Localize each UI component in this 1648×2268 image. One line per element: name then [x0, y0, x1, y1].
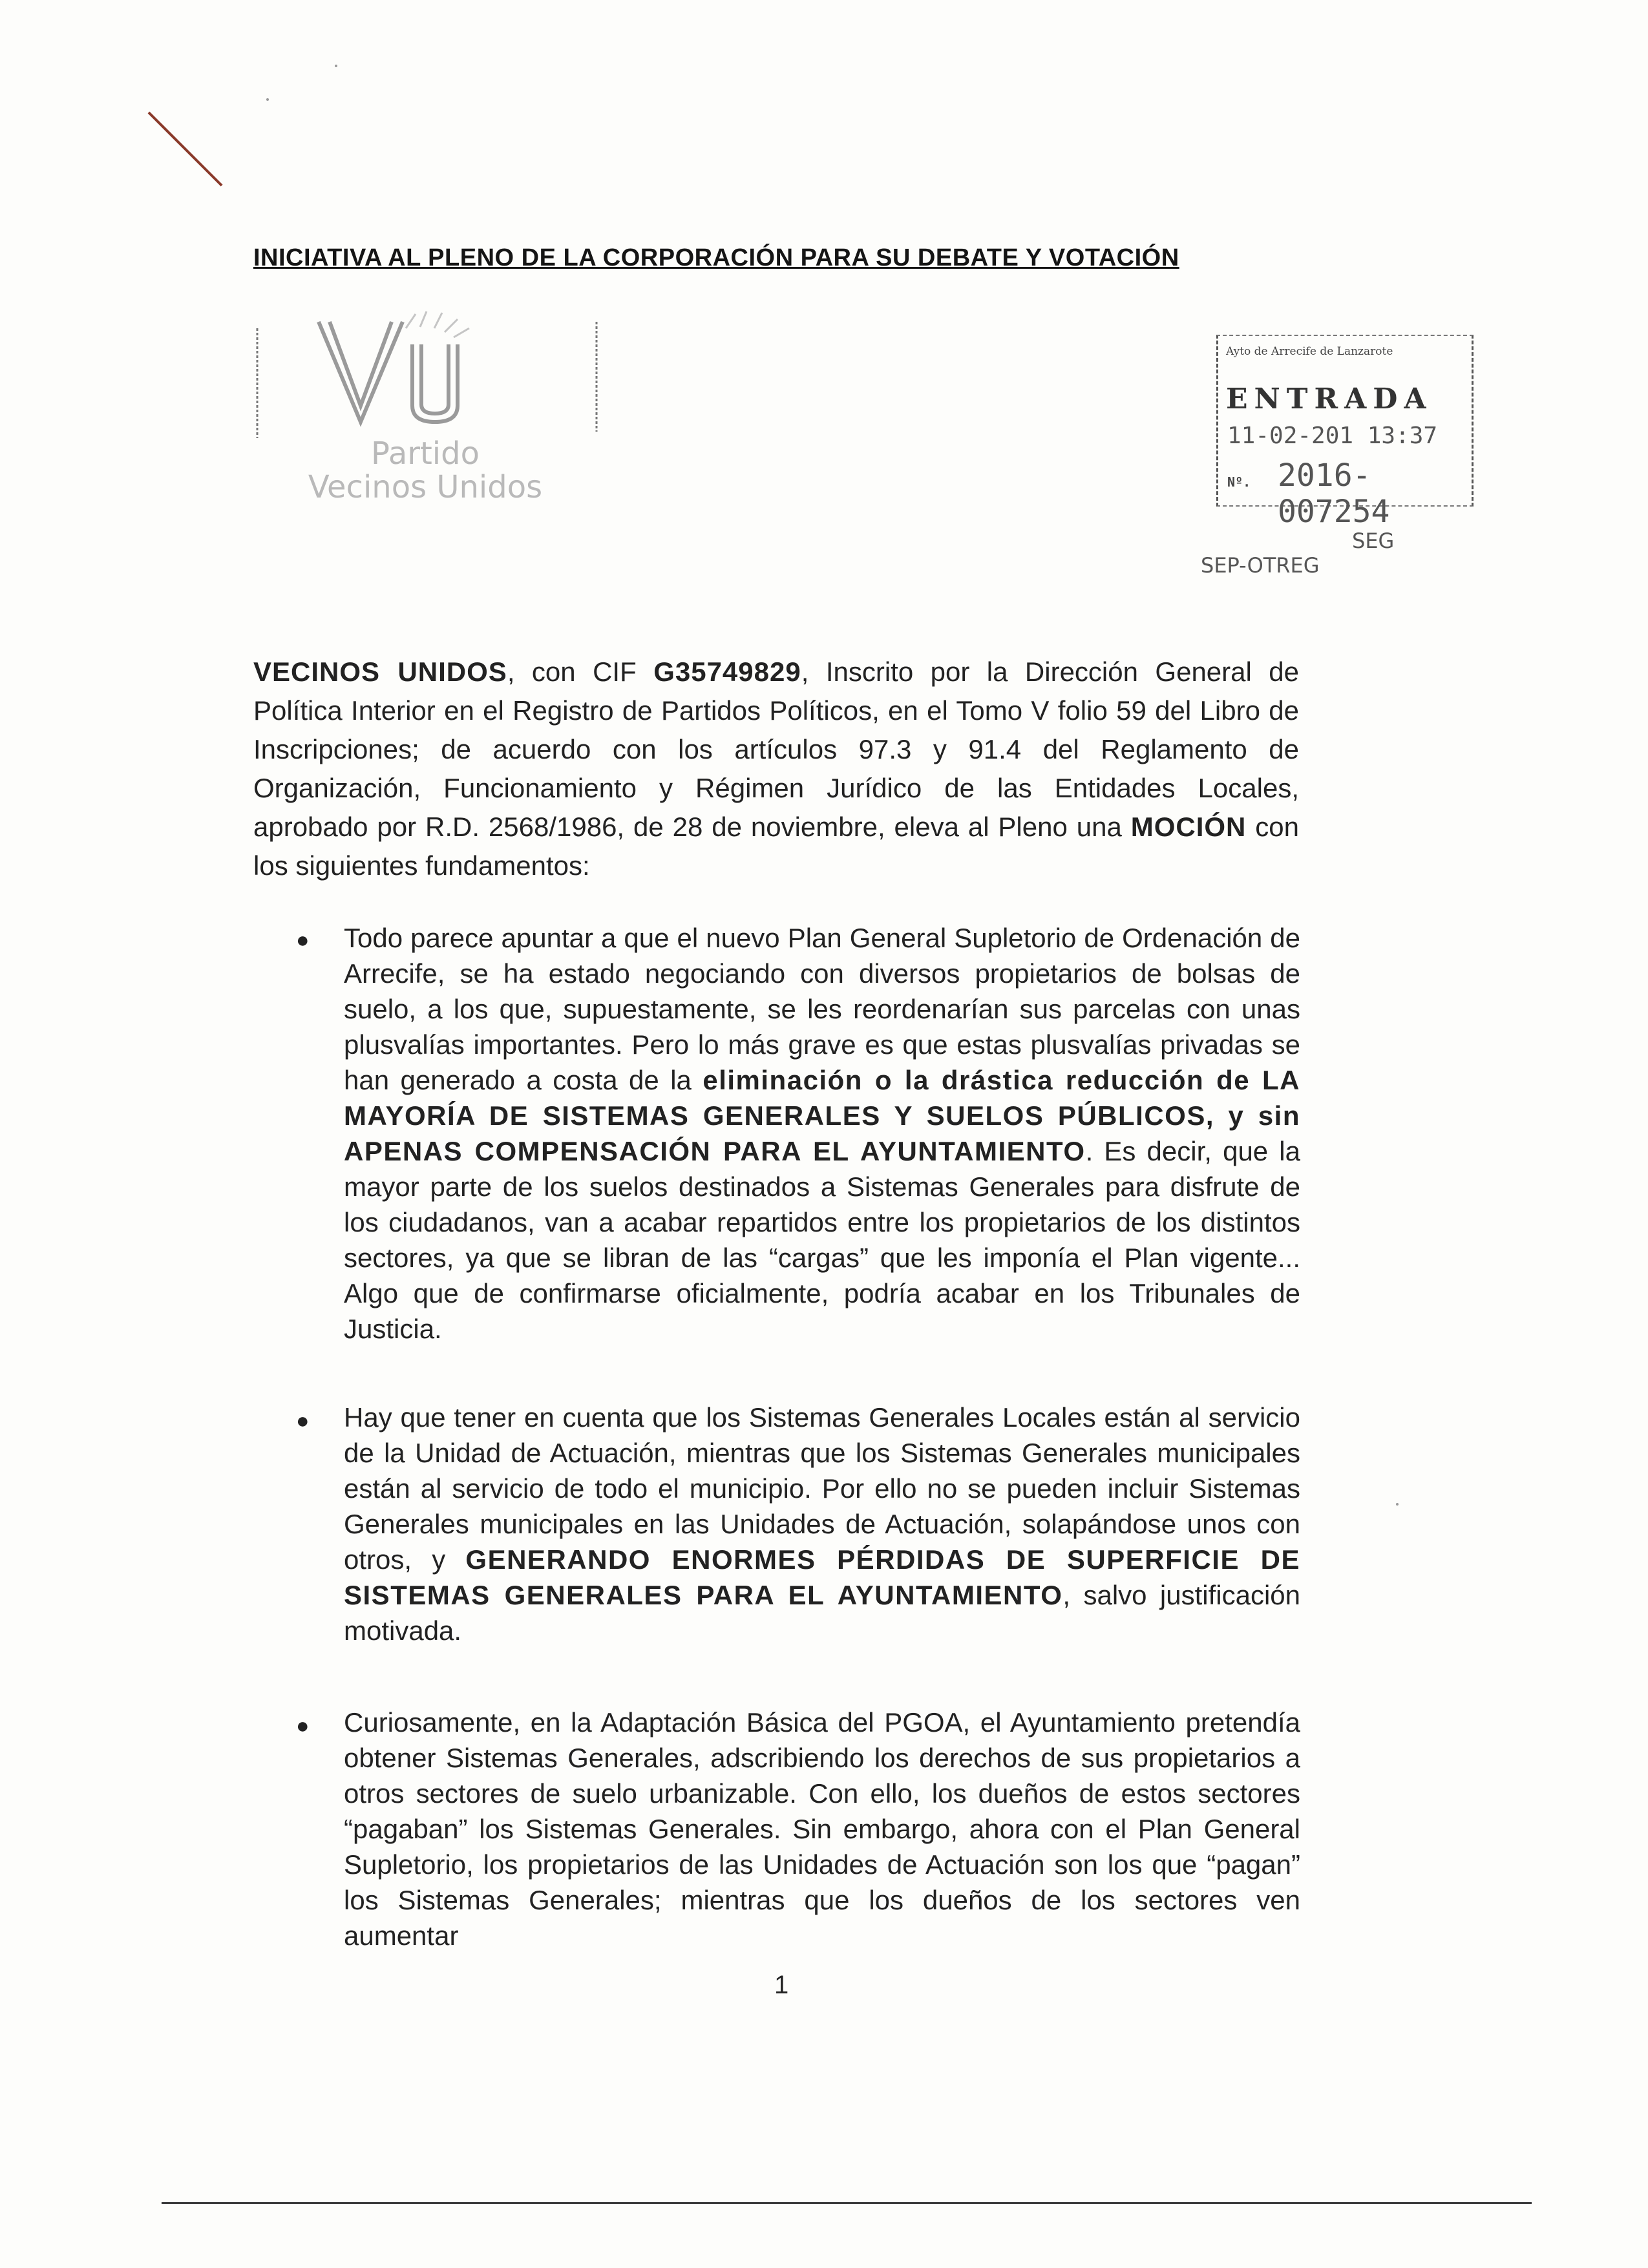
stamp-dept-sep-otreg: SEP-OTREG	[1201, 553, 1320, 578]
scan-speck	[1396, 1503, 1399, 1506]
bullet-1-emphasis: eliminación o la drástica reducción de LA MAYORÍA DE SISTEMAS GENERALES Y SUELOS PÚBLICOS, y sin APENAS COMPENSACIÓN PARA EL AYUNTAMIENTO	[344, 1065, 1301, 1166]
bullet-3-text-a: Curiosamente, en la Adaptación Básica del PGOA, el Ayuntamiento pretendía obtener Sistemas Generales, adscribiendo los derechos de sus propietarios a otros sectores de suelo urbanizable. Con ello, los dueños de estos sectores “pagaban” los Sistemas Generales. Sin embargo, ahora con el Plan General Supletorio, los propietarios de las Unidades de Actuación son los que “pagan” los Sistemas Generales; mientras que los dueños de los sectores ven aumentar	[344, 1707, 1300, 1951]
bullet-paragraph-1	[344, 920, 1300, 1347]
bullet-2-text-a: Hay que tener en cuenta que los Sistemas Generales Locales están al servicio de la Unidad de Actuación, mientras que los Sistemas Generales municipales están al servicio de todo el municipio. Por ello no se pueden incluir Sistemas Generales municipales en las Unidades de Actuación, solapándose unos con otros, y	[344, 1402, 1300, 1575]
scan-speck	[335, 65, 337, 67]
bullet-paragraph-2	[344, 1400, 1300, 1648]
scan-speck	[266, 98, 269, 101]
intro-text-3: con los siguientes fundamentos:	[253, 812, 1300, 881]
party-logo	[251, 309, 600, 516]
bullet-1-text-a: Todo parece apuntar a que el nuevo Plan General Supletorio de Ordenación de Arrecife, se ha estado negociando con diversos propietarios de bolsas de suelo, a los que, supuestamente, se les reordenarían sus parcelas con unas plusvalías importantes. Pero lo más grave es que estas plusvalías privadas se han generado a costa de la	[344, 923, 1300, 1095]
stamp-entrada: ENTRADA	[1226, 383, 1433, 415]
bullet-dot: ●	[296, 1409, 310, 1433]
page-number: 1	[774, 1971, 789, 1999]
party-cif: G35749829	[653, 656, 801, 687]
stamp-number: 2016-007254	[1278, 457, 1390, 530]
mocion-word: MOCIÓN	[1130, 812, 1247, 842]
intro-paragraph	[253, 653, 1299, 885]
bullet-2-text-c: , salvo justificación motivada.	[344, 1580, 1300, 1646]
bullet-dot: ●	[296, 928, 310, 952]
pen-mark	[148, 112, 223, 187]
bottom-rule	[162, 2202, 1532, 2204]
intro-text-1: , con CIF	[507, 656, 654, 687]
stamp-number-label: Nº.	[1227, 474, 1251, 490]
vecinos-unidos-logo-icon	[251, 309, 600, 438]
stamp-date-time: 11-02-201 13:37	[1227, 423, 1438, 449]
bullet-paragraph-3	[344, 1705, 1300, 1953]
party-name: VECINOS UNIDOS	[253, 656, 507, 687]
logo-line-vecinos-unidos: Vecinos Unidos	[308, 469, 543, 505]
bullet-1-text-c: . Es decir, que la mayor parte de los suelos destinados a Sistemas Generales para disfrute de los ciudadanos, van a acabar repartidos entre los propietarios de los distintos sectores, ya que se libran de las “cargas” que les imponía el Plan vigente... Algo que de confirmarse oficialmente, podría acabar en los Tribunales de Justicia.	[344, 1136, 1300, 1344]
intro-text-2: , Inscrito por la Dirección General de Política Interior en el Registro de Partidos Políticos, en el Tomo V folio 59 del Libro de Inscripciones; de acuerdo con los artículos 97.3 y 91.4 del Reglamento de Organización, Funcionamiento y Régimen Jurídico de las Entidades Locales, aprobado por R.D. 2568/1986, de 28 de noviembre, eleva al Pleno una	[253, 656, 1299, 842]
logo-line-partido: Partido	[371, 436, 480, 472]
registry-stamp	[1216, 335, 1474, 530]
stamp-header: Ayto de Arrecife de Lanzarote	[1226, 345, 1393, 358]
bullet-2-emphasis: GENERANDO ENORMES PÉRDIDAS DE SUPERFICIE DE SISTEMAS GENERALES PARA EL AYUNTAMIENTO	[344, 1544, 1300, 1610]
bullet-dot: ●	[296, 1714, 310, 1738]
page-heading: INICIATIVA AL PLENO DE LA CORPORACIÓN PARA SU DEBATE Y VOTACIÓN	[253, 244, 1179, 271]
stamp-dept-seg: SEG	[1352, 529, 1395, 553]
